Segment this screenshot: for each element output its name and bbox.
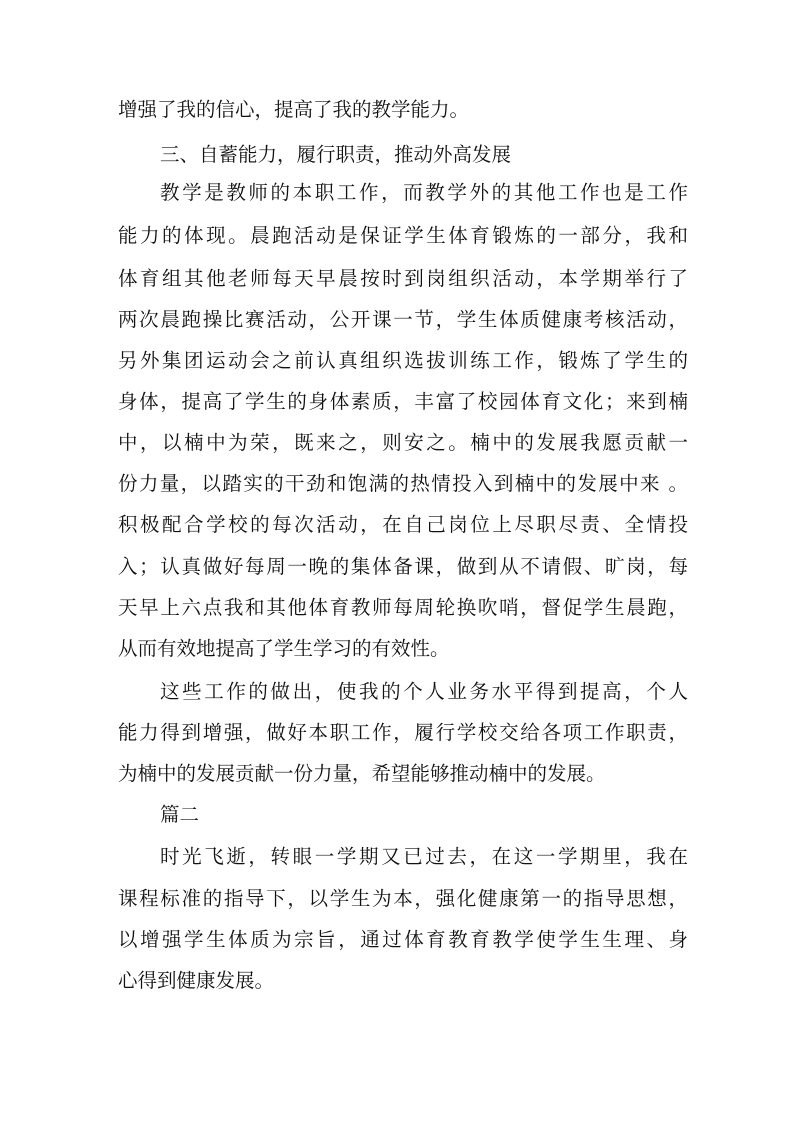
text-line: 积极配合学校的每次活动，在自己岗位上尽职尽责、全情投	[118, 513, 688, 536]
text-line: 体育组其他老师每天早晨按时到岗组织活动，本学期举行了	[118, 267, 688, 290]
text-line: 为楠中的发展贡献一份力量，希望能够推动楠中的发展。	[118, 762, 606, 785]
text-line: 份力量，以踏实的干劲和饱满的热情投入到楠中的发展中来 。	[118, 472, 688, 495]
text-line: 能力的体现。晨跑活动是保证学生体育锻炼的一部分，我和	[118, 224, 688, 247]
text-line: 时光飞逝，转眼一学期又已过去，在这一学期里，我在	[160, 845, 688, 868]
text-line: 心得到健康发展。	[118, 969, 275, 992]
section-heading: 三、自蓄能力，履行职责，推动外高发展	[160, 143, 512, 166]
text-line: 增强了我的信心，提高了我的教学能力。	[118, 98, 470, 121]
text-line: 另外集团运动会之前认真组织选拔训练工作，锻炼了学生的	[118, 349, 688, 372]
text-line: 天早上六点我和其他体育教师每周轮换吹哨，督促学生晨跑，	[118, 596, 688, 619]
text-line: 两次晨跑操比赛活动，公开课一节，学生体质健康考核活动，	[118, 308, 688, 331]
text-line: 教学是教师的本职工作，而教学外的其他工作也是工作	[160, 181, 688, 204]
text-line: 从而有效地提高了学生学习的有效性。	[118, 637, 450, 660]
section-heading: 篇二	[160, 803, 200, 826]
text-line: 身体，提高了学生的身体素质，丰富了校园体育文化；来到楠	[118, 390, 688, 413]
text-line: 以增强学生体质为宗旨，通过体育教育教学使学生生理、身	[118, 928, 688, 951]
text-line: 这些工作的做出，使我的个人业务水平得到提高，个人	[160, 680, 688, 703]
text-line: 中，以楠中为荣，既来之，则安之。楠中的发展我愿贡献一	[118, 431, 688, 454]
text-line: 能力得到增强，做好本职工作，履行学校交给各项工作职责，	[118, 721, 688, 744]
text-line: 入；认真做好每周一晚的集体备课，做到从不请假、旷岗，每	[118, 555, 688, 578]
text-line: 课程标准的指导下，以学生为本，强化健康第一的指导思想，	[118, 887, 688, 910]
